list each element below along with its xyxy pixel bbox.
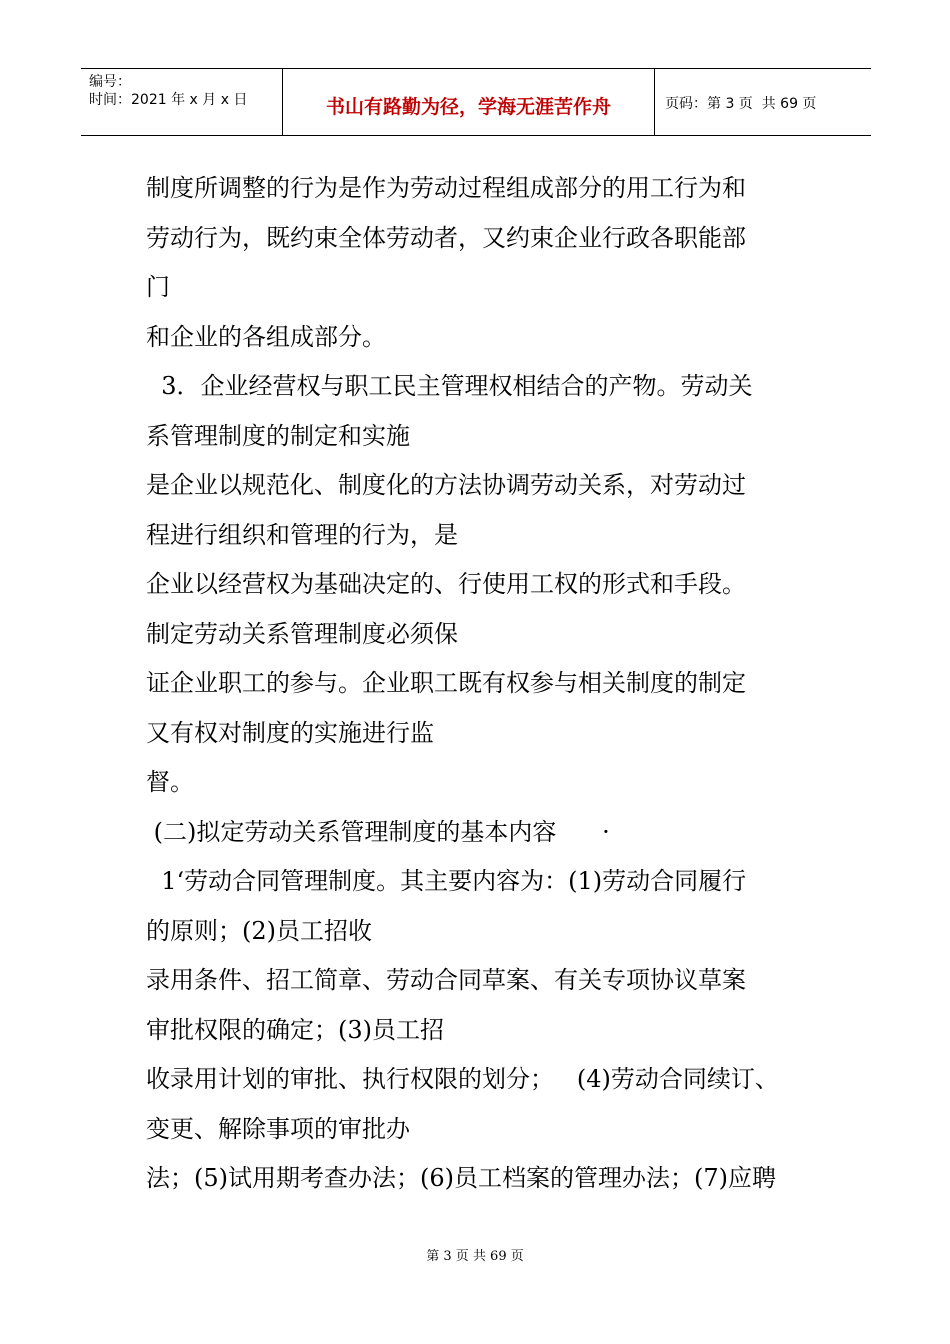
page-header	[81, 68, 871, 136]
body-line: 的原则；(2)员工招收	[146, 916, 372, 945]
header-page-cell	[655, 69, 871, 135]
page-footer: 第 3 页 共 69 页	[426, 1249, 524, 1264]
document-time-label: 时间：2021 年 x 月 x 日	[89, 92, 248, 108]
document-number-label: 编号：	[89, 74, 131, 90]
header-meta-cell	[81, 69, 283, 135]
body-line: 录用条件、招工简章、劳动合同草案、有关专项协议草案	[146, 966, 746, 994]
body-line: 程进行组织和管理的行为，是	[146, 520, 458, 549]
body-line: 变更、解除事项的审批办	[146, 1114, 410, 1143]
body-line: 法；(5)试用期考查办法；(6)员工档案的管理办法；(7)应聘	[146, 1164, 776, 1192]
body-line: 劳动行为，既约束全体劳动者，又约束企业行政各职能部	[146, 223, 746, 252]
body-line: 审批权限的确定；(3)员工招	[146, 1015, 444, 1044]
body-line: 制度所调整的行为是作为劳动过程组成部分的用工行为和	[146, 174, 746, 202]
document-body	[146, 164, 836, 1204]
body-line: 和企业的各组成部分。	[146, 322, 386, 351]
body-line: 系管理制度的制定和实施	[146, 421, 410, 450]
body-line: 又有权对制度的实施进行监	[146, 718, 434, 747]
body-line: 收录用计划的审批、执行权限的划分； (4)劳动合同续订、	[146, 1065, 779, 1093]
body-line: 1‘劳动合同管理制度。其主要内容为：(1)劳动合同履行	[146, 867, 747, 895]
body-line: 是企业以规范化、制度化的方法协调劳动关系，对劳动过	[146, 471, 746, 499]
body-line: 督。	[146, 768, 194, 796]
body-line: 3．企业经营权与职工民主管理权相结合的产物。劳动关	[146, 372, 753, 400]
section-heading: (二)拟定劳动关系管理制度的基本内容 ·	[146, 817, 610, 846]
header-page-number: 页码：第 3 页 共 69 页	[665, 96, 817, 112]
header-motto-cell	[283, 69, 655, 135]
body-line: 制定劳动关系管理制度必须保	[146, 619, 458, 648]
body-line: 证企业职工的参与。企业职工既有权参与相关制度的制定	[146, 669, 746, 697]
body-line: 门	[146, 273, 170, 301]
header-motto: 书山有路勤为径，学海无涯苦作舟	[325, 95, 611, 118]
body-line: 企业以经营权为基础决定的、行使用工权的形式和手段。	[146, 570, 746, 598]
